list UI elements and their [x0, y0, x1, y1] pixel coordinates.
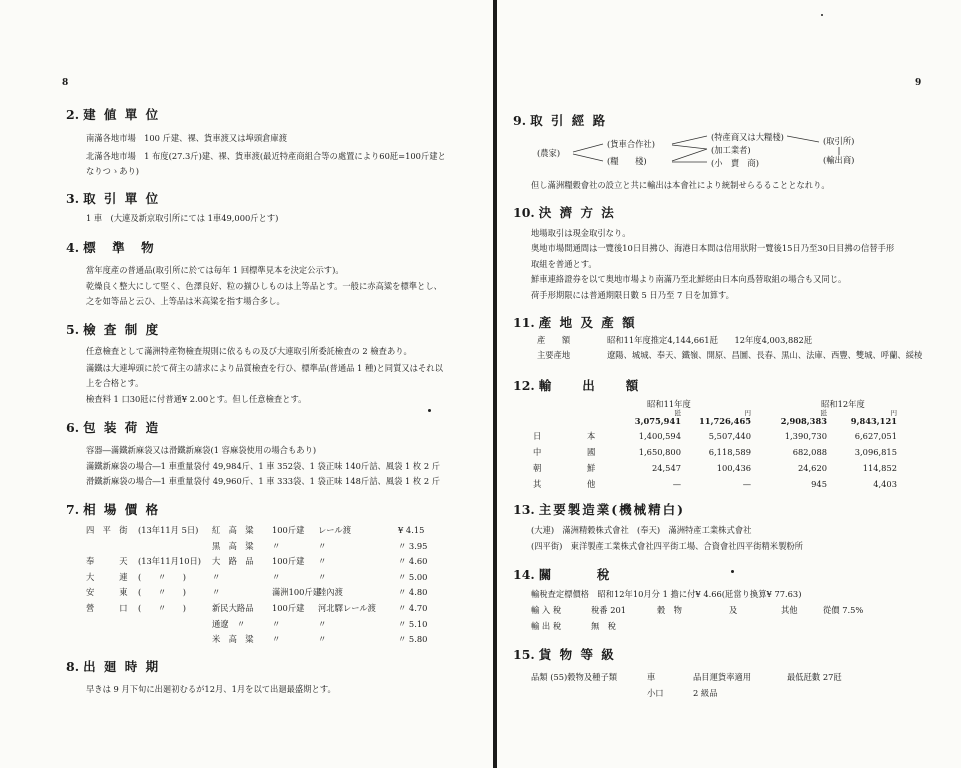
section-number: 11. — [513, 315, 535, 330]
production-value: 昭和11年度推定4,144,661瓩 12年度4,003,882瓩 — [607, 335, 813, 345]
price-cell: 〃 — [318, 556, 327, 567]
price-cell: 100斤建 — [272, 556, 305, 567]
section-number: 10. — [513, 205, 535, 220]
export-value-cell: — — [742, 479, 751, 489]
price-cell: ( 〃 ) — [138, 571, 186, 582]
price-cell: (13年11月 5日) — [138, 525, 199, 535]
price-cell: 〃 5.10 — [398, 618, 428, 629]
price-cell: ( 〃 ) — [138, 603, 186, 613]
section-title: 輸 出 額 — [538, 378, 641, 393]
page-number-left: 8 — [62, 78, 69, 88]
tariff-cell: 稅番 201 — [591, 605, 627, 615]
export-value-cell: 945 — [811, 479, 827, 489]
arrow-line — [573, 144, 603, 152]
text-line: 1 車 (大連及新京取引所にては 1車49,000斤とす) — [86, 213, 279, 223]
text-line: 荷手形期限には普通期限日數 5 日乃至 7 日を加算す。 — [531, 290, 734, 300]
arrow-line — [672, 145, 707, 149]
page-number-right: 9 — [915, 78, 922, 88]
export-value-cell: 4,403 — [873, 479, 897, 489]
section-number: 8. — [66, 659, 80, 674]
speck — [731, 570, 734, 573]
section-2-heading — [66, 105, 160, 123]
freight-cell: 品類 (55)穀物及種子類 — [531, 672, 618, 682]
section-5-heading — [66, 320, 160, 338]
node-processor: (加工業者) — [711, 145, 751, 155]
section-title: 取 引 經 路 — [530, 113, 608, 128]
price-cell: 〃 — [318, 540, 327, 551]
section-3-heading — [66, 189, 160, 207]
price-cell: ¥ 4.15 — [398, 525, 425, 535]
price-cell: 100斤建 — [272, 603, 305, 613]
price-cell: 大 連 — [86, 571, 128, 582]
text-line: 地場取引は現金取引なり。 — [531, 228, 631, 238]
price-cell: 奉 天 — [86, 556, 128, 567]
text-line: 奥地市場間通間は一覽後10日目拂ひ、海港日本間は信用狀附一覽後15日乃至30日目拂の信替手形 — [531, 243, 895, 253]
price-cell: ( 〃 ) — [138, 587, 186, 598]
section-number: 7. — [66, 502, 80, 517]
node-retail: (糧 棧) — [607, 156, 647, 166]
price-cell: 四 平 街 — [86, 525, 128, 535]
section-title: 檢 査 制 度 — [83, 322, 161, 337]
country-cell: 國 — [587, 447, 596, 457]
section-title: 出 廻 時 期 — [83, 659, 161, 674]
tariff-cell: 無 稅 — [591, 621, 616, 631]
price-cell: 〃 — [272, 634, 281, 645]
price-cell: 〃 — [318, 571, 327, 582]
section-number: 13. — [513, 502, 535, 517]
total-cell: 3,075,941 — [634, 416, 681, 426]
text-line: 檢査料 1 口30瓩に付普通¥ 2.00とす。但し任意檢査とす。 — [86, 394, 307, 404]
text-line: 輸稅査定標價格 昭和12年10月分 1 擔に付¥ 4.66(瓩當り換算¥ 77.63) — [531, 589, 802, 599]
section-15-heading — [513, 645, 616, 663]
export-value-cell: 3,096,815 — [854, 447, 897, 457]
freight-cell: 品目運貨率適用 — [693, 672, 752, 682]
section-number: 2. — [66, 107, 80, 122]
country-cell: 中 — [533, 447, 542, 457]
text-line: 之を如等品と云ひ、上等品は米高粱を指す場合多し。 — [86, 296, 285, 306]
unit-label: 瓩 — [820, 409, 827, 417]
arrow-line — [787, 136, 819, 142]
export-value-cell: 24,547 — [651, 463, 681, 473]
price-cell: 滿洲100斤建 — [272, 587, 322, 598]
price-cell: 〃 — [212, 587, 221, 598]
text-line: 乾燥良く整大にして堅く、色澤良好、粒の揃ひしものは上等品とす。一般に赤高粱を標準とし、 — [86, 281, 442, 291]
country-cell: 其 — [533, 479, 542, 489]
text-line: 北滿各地市場 1 布度(27.3斤)建、裸、貨車渡(最近特產商組合等の處置により60瓩=100斤建と — [86, 151, 446, 161]
tariff-cell: 及 — [729, 605, 738, 615]
node-broker: (貨車合作社) — [607, 139, 655, 149]
export-value-cell: 6,627,051 — [854, 431, 897, 441]
section-number: 14. — [513, 567, 535, 582]
section-number: 3. — [66, 191, 80, 206]
freight-cell: 2 級品 — [693, 688, 718, 698]
country-cell: 日 — [533, 431, 542, 441]
section-title: 包 装 荷 造 — [83, 420, 161, 435]
section-title: 取 引 單 位 — [83, 191, 161, 206]
section-title: 建 値 單 位 — [83, 107, 161, 122]
section-title: 決 濟 方 法 — [538, 205, 616, 220]
right-page — [497, 0, 961, 768]
tariff-cell: 輸 出 稅 — [531, 621, 562, 631]
price-cell: 〃 — [272, 571, 281, 582]
section-title: 產 地 及 產 額 — [538, 315, 637, 330]
route-arrows — [497, 125, 961, 175]
section-title: 貨 物 等 級 — [538, 647, 616, 662]
country-cell: 朝 — [533, 463, 542, 473]
tariff-cell: 其他 — [781, 605, 798, 615]
freight-cell: 小口 — [647, 688, 664, 698]
price-cell: 陸內渡 — [318, 587, 343, 598]
price-cell: 通遼 〃 — [212, 618, 246, 629]
section-title: 主要製造業(機械精白) — [538, 502, 686, 517]
text-line: 當年度產の普通品(取引所に於ては毎年 1 回標準見本を決定公示す)。 — [86, 265, 344, 275]
text-line: 容器―滿鐵新麻袋又は滑鐵新麻袋(1 容麻袋使用の場合もあり) — [86, 445, 317, 455]
unit-label: 瓩 — [674, 409, 681, 417]
price-cell: 〃 5.00 — [398, 571, 428, 582]
section-number: 4. — [66, 240, 80, 255]
production-label: 產 額 — [537, 335, 571, 345]
section-number: 5. — [66, 322, 80, 337]
total-cell: 2,908,383 — [780, 416, 827, 426]
section-8-heading — [66, 657, 160, 675]
year-header: 昭和12年度 — [821, 399, 865, 409]
speck — [428, 409, 431, 412]
arrow-line — [672, 149, 707, 161]
export-value-cell: 6,118,589 — [708, 447, 751, 457]
text-line: 但し滿洲糧穀會社の設立と共に輸出は本會社により統制せらるることとなれり。 — [531, 180, 830, 190]
country-cell: 鮮 — [587, 463, 596, 473]
export-value-cell: 5,507,440 — [708, 431, 751, 441]
section-title: 標 準 物 — [83, 240, 156, 255]
export-value-cell: — — [672, 479, 681, 489]
price-cell: 〃 4.80 — [398, 587, 428, 598]
section-title: 相 場 價 格 — [83, 502, 161, 517]
section-10-heading — [513, 203, 616, 221]
price-cell: 〃 — [318, 618, 327, 629]
total-cell: 11,726,465 — [699, 416, 751, 426]
text-line: 任意檢査として滿洲特產物檢査規則に依るもの及び大連取引所委託檢査の 2 檢査あり。 — [86, 346, 412, 356]
unit-label: 円 — [744, 409, 751, 417]
export-value-cell: 114,852 — [862, 463, 897, 473]
text-line: なりつゝあり) — [86, 166, 140, 176]
total-cell: 9,843,121 — [850, 416, 897, 426]
price-cell: 紅 高 粱 — [212, 525, 254, 535]
node-small-retailer: (小 賣 商) — [711, 158, 759, 168]
section-number: 6. — [66, 420, 80, 435]
price-cell: 〃 3.95 — [398, 540, 428, 551]
export-value-cell: 1,650,800 — [638, 447, 681, 457]
price-cell: 〃 5.80 — [398, 634, 428, 645]
speck — [821, 14, 823, 16]
text-line: 滿鐵新麻袋の場合―1 車重量袋付 49,984斤、1 車 352袋、1 袋正味 140斤詰、風袋 1 枚 2 斤 — [86, 461, 441, 471]
price-cell: 河北驛レール渡 — [318, 603, 376, 613]
price-cell: 100斤建 — [272, 525, 305, 535]
section-14-heading — [513, 565, 611, 583]
freight-cell: 車 — [647, 672, 656, 682]
price-cell: レール渡 — [318, 525, 352, 535]
text-line: 鮮車連絡證券を以て奥地市場より南滿乃至北鮮經由日本向爲替取組の場合も又同じ。 — [531, 274, 847, 284]
section-6-heading — [66, 418, 160, 436]
section-11-heading — [513, 313, 637, 331]
text-line: (大連) 滿洲精穀株式會社 (奉天) 滿洲特產工業株式會社 — [531, 525, 752, 535]
tariff-cell: 穀 物 — [657, 605, 682, 615]
price-cell: 〃 — [318, 634, 327, 645]
node-exporter: (特產商又は大糧棧) — [711, 132, 784, 142]
country-cell: 他 — [587, 479, 596, 489]
section-13-heading — [513, 500, 685, 518]
price-cell: 大 路 品 — [212, 556, 254, 567]
unit-label: 円 — [890, 409, 897, 417]
export-value-cell: 100,436 — [716, 463, 751, 473]
section-number: 12. — [513, 378, 535, 393]
price-cell: 〃 — [212, 571, 221, 582]
text-line: 滿鐵は大連埠頭に於て荷主の請求により品質檢査を行ひ、標準品(普通品 1 種)と同質又はそれ以 — [86, 363, 443, 373]
section-7-heading — [66, 500, 160, 518]
areas-value: 遼陽、城城、奉天、鐵嶺、開原、昌圖、長春、黒山、法庫、西豐、雙城、呼蘭、綏棱 — [607, 350, 923, 360]
text-line: 上を合格とす。 — [86, 378, 144, 388]
price-cell: 米 高 粱 — [212, 634, 254, 645]
section-title: 關 稅 — [538, 567, 612, 582]
export-value-cell: 682,088 — [792, 447, 827, 457]
node-export-merchant: (輸出商) — [823, 155, 855, 165]
export-value-cell: 1,390,730 — [784, 431, 827, 441]
tariff-cell: 輸 入 稅 — [531, 605, 562, 615]
arrow-line — [573, 154, 603, 161]
price-cell: 營 口 — [86, 603, 128, 613]
price-cell: (13年11月10日) — [138, 556, 202, 567]
text-line: 取組を普通とす。 — [531, 259, 597, 269]
node-exchange: (取引所) — [823, 136, 855, 146]
arrow-line — [672, 136, 707, 144]
text-line: (四平街) 東洋製產工業株式會社四平街工場、合資會社四平街精米製粉所 — [531, 541, 803, 551]
price-cell: 新民大路品 — [212, 603, 254, 613]
section-4-heading — [66, 238, 156, 256]
text-line: 滑鐵新麻袋の場合―1 車重量袋付 49,960斤、1 車 333袋、1 袋正味 148斤詰、風袋 1 枚 2 斤 — [86, 476, 441, 486]
freight-cell: 最低瓩數 27瓩 — [787, 672, 842, 682]
year-header: 昭和11年度 — [647, 399, 691, 409]
text-line: 南滿各地市場 100 斤建、裸、貨車渡又は埠頭倉庫渡 — [86, 133, 288, 143]
tariff-cell: 從價 7.5% — [823, 605, 864, 615]
text-line: 早きは 9 月下旬に出廻初むるが12月、1月を以て出廻最盛期とす。 — [86, 684, 336, 694]
price-cell: 〃 4.70 — [398, 603, 428, 613]
price-cell: 〃 — [272, 618, 281, 629]
node-producer: (農家) — [537, 148, 561, 158]
section-number: 15. — [513, 647, 535, 662]
export-value-cell: 1,400,594 — [638, 431, 681, 441]
section-12-heading — [513, 376, 640, 394]
price-cell: 〃 4.60 — [398, 556, 428, 567]
country-cell: 本 — [587, 431, 596, 441]
section-number: 9. — [513, 113, 527, 128]
price-cell: 黒 高 粱 — [212, 540, 254, 551]
price-cell: 〃 — [272, 540, 281, 551]
export-value-cell: 24,620 — [797, 463, 827, 473]
areas-label: 主要產地 — [537, 350, 571, 360]
price-cell: 安 東 — [86, 587, 128, 598]
